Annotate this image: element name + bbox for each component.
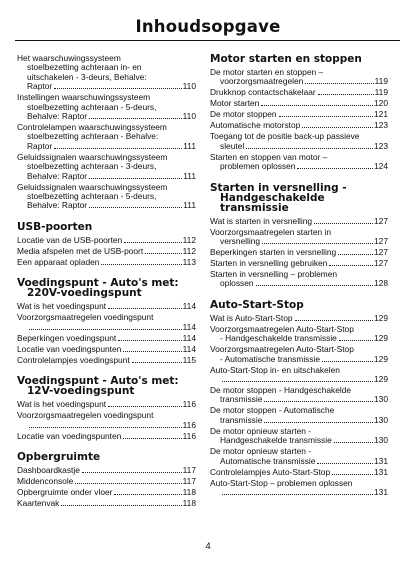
toc-entry[interactable] (17, 183, 196, 211)
toc-entry[interactable] (210, 366, 388, 385)
toc-entry-text: Voorzorgsmaatregelen voedingspunt (17, 411, 154, 421)
dot-leader (89, 207, 182, 208)
dot-leader (145, 253, 181, 254)
toc-page-number: 131 (374, 456, 388, 466)
toc-entry-text: Media afspelen met de USB-poort (17, 245, 144, 256)
toc-entry-text: Dashboardkastje (17, 464, 80, 475)
toc-entry-text: stoelbezetting achteraan - 5-deurs, (27, 192, 157, 202)
dot-leader (279, 116, 373, 117)
toc-entry[interactable] (210, 386, 388, 405)
right-column (210, 54, 388, 499)
toc-page-number: 127 (374, 215, 388, 226)
section-heading-line: 220V-voedingspunt (27, 287, 142, 300)
section-heading-line: Starten in versnelling - (210, 181, 347, 194)
toc-page-number: 129 (374, 334, 388, 344)
toc-entry[interactable] (17, 488, 196, 497)
left-column (17, 54, 196, 510)
toc-entry-text: uitschakelen - 3-deurs, Behalve: (27, 72, 147, 82)
toc-page-number: 113 (182, 256, 196, 267)
dot-leader (89, 178, 182, 179)
toc-entry[interactable] (17, 411, 196, 430)
toc-entry-text: Raptor (27, 141, 53, 151)
dot-leader (108, 308, 182, 309)
toc-entry-text: Behalve: Raptor (27, 112, 88, 122)
toc-entry-text: Controlelampjes Auto-Start-Stop (210, 466, 331, 477)
toc-section (17, 376, 196, 441)
toc-entry-text: De motor stoppen - Handgeschakelde (210, 386, 352, 396)
toc-page-number: 124 (374, 162, 388, 172)
section-heading-line: Auto-Start-Stop (210, 298, 304, 311)
toc-entry-text: De motor starten en stoppen – (210, 68, 324, 77)
dot-leader (329, 265, 373, 266)
toc-entry[interactable] (210, 153, 388, 172)
dot-leader (29, 427, 182, 428)
dot-leader (222, 381, 373, 382)
toc-page-number: 117 (182, 475, 196, 486)
section-heading-line: Motor starten en stoppen (210, 53, 362, 65)
toc-page-number: 119 (374, 77, 388, 87)
section-heading (17, 278, 196, 298)
toc-entry[interactable] (17, 499, 196, 508)
toc-entry-text: Controlelampjes voedingspunt (17, 354, 130, 365)
dot-leader (54, 148, 182, 149)
dot-leader (118, 340, 181, 341)
dot-leader (222, 494, 373, 495)
toc-entry-text: Wat is het voedingspunt (17, 399, 107, 410)
toc-section (17, 222, 196, 267)
toc-entry-text: Auto-Start-Stop – problemen oplossen (210, 478, 353, 488)
toc-entry[interactable] (210, 132, 388, 151)
toc-entry[interactable] (210, 99, 388, 108)
toc-entry-text: Kaartenvak (17, 497, 60, 508)
toc-entry[interactable] (17, 93, 196, 121)
toc-page-number: 110 (182, 82, 196, 92)
toc-entry[interactable] (17, 153, 196, 181)
toc-entry-text: transmissie (220, 395, 263, 405)
section-heading (17, 222, 196, 232)
toc-entry-text: Voorzorgsmaatregelen Auto-Start-Stop (210, 345, 354, 355)
page-title: Inhoudsopgave (135, 17, 281, 36)
toc-entry-text: Motor starten (210, 98, 260, 109)
toc-entry-text: Starten in versnelling gebruiken (210, 258, 328, 269)
toc-entry-text: Starten en stoppen van motor – (210, 152, 328, 162)
section-heading (210, 183, 388, 213)
toc-page-number: 110 (182, 112, 196, 122)
toc-page-number: 120 (374, 98, 388, 109)
dot-leader (338, 254, 373, 255)
toc-page-number: 131 (374, 466, 388, 477)
toc-entry-text: Behalve: Raptor (27, 201, 88, 211)
dot-leader (264, 401, 373, 402)
dot-leader (108, 406, 182, 407)
toc-entry[interactable] (17, 302, 196, 311)
toc-page-number: 117 (182, 464, 196, 475)
toc-page-number: 127 (374, 258, 388, 269)
toc-entry[interactable] (210, 406, 388, 425)
dot-leader (89, 118, 182, 119)
dot-leader (123, 351, 181, 352)
toc-page-number: 116 (182, 420, 196, 430)
toc-entry[interactable] (17, 477, 196, 486)
toc-entry-text: Voorzorgsmaatregelen starten in (210, 227, 332, 237)
toc-page-number: 121 (374, 109, 388, 120)
section-heading (17, 452, 196, 462)
toc-entry[interactable] (17, 313, 196, 332)
toc-page-number: 111 (183, 201, 196, 211)
toc-page-number: 129 (374, 312, 388, 323)
toc-entry-text: De motor stoppen - Automatische (210, 406, 335, 416)
toc-entry[interactable] (17, 236, 196, 245)
toc-entry[interactable] (210, 121, 388, 130)
title-divider (15, 40, 400, 41)
toc-section (210, 54, 388, 172)
toc-page-number: 130 (374, 415, 388, 425)
toc-entry[interactable] (17, 345, 196, 354)
toc-entry[interactable] (210, 110, 388, 119)
toc-entry-text: Auto-Start-Stop in- en uitschakelen (210, 365, 340, 375)
toc-entry[interactable] (17, 258, 196, 267)
toc-entry-text: Wat is het voedingspunt (17, 301, 107, 312)
section-heading (210, 300, 388, 310)
toc-entry[interactable] (17, 356, 196, 365)
toc-entry-text: voorzorgsmaatregelen (220, 77, 304, 87)
toc-entry[interactable] (17, 54, 196, 92)
toc-entry-text: transmissie (220, 415, 263, 425)
dot-leader (295, 320, 373, 321)
toc-entry-text: De motor opnieuw starten - (210, 447, 312, 457)
toc-page-number: 119 (374, 87, 388, 98)
toc-entry-text: Controlelampen waarschuwingssysteem (17, 123, 167, 133)
toc-page-number: 116 (182, 430, 196, 441)
toc-entry[interactable] (17, 466, 196, 475)
section-heading-line: Opbergruimte (17, 450, 101, 463)
toc-page-number: 114 (182, 301, 196, 312)
toc-page-number: 129 (374, 354, 388, 364)
toc-entry[interactable] (210, 259, 388, 268)
toc-entry-text: Beperkingen starten in versnelling (210, 247, 337, 258)
dot-leader (322, 361, 373, 362)
toc-page-number: 116 (182, 399, 196, 410)
section-heading (17, 376, 196, 396)
dot-leader (54, 88, 182, 89)
toc-entry[interactable] (210, 217, 388, 226)
dot-leader (29, 329, 182, 330)
toc-entry[interactable] (210, 68, 388, 87)
toc-entry-text: stoelbezetting achteraan - 5-deurs, (27, 102, 157, 112)
dot-leader (305, 83, 373, 84)
dot-leader (334, 442, 373, 443)
section-heading-line: transmissie (220, 201, 289, 214)
dot-leader (318, 94, 374, 95)
toc-entry-text: Starten in versnelling – problemen (210, 270, 338, 280)
toc-entry[interactable] (210, 228, 388, 247)
toc-section (210, 183, 388, 289)
toc-entry-text: Voorzorgsmaatregelen Auto-Start-Stop (210, 324, 354, 334)
section-heading (210, 54, 388, 64)
toc-page-number: 118 (182, 486, 196, 497)
dot-leader (82, 472, 182, 473)
toc-page-number: 114 (182, 332, 196, 343)
toc-page-number: 118 (182, 497, 196, 508)
toc-page-number: 123 (374, 120, 388, 131)
toc-page-number: 112 (182, 245, 196, 256)
toc-entry-text: Het waarschuwingssysteem (17, 54, 121, 63)
section-heading-line: Voedingspunt - Auto's met: (17, 375, 179, 388)
toc-page-number: 130 (374, 395, 388, 405)
toc-page-number: 129 (374, 375, 388, 385)
toc-page-number: 127 (374, 237, 388, 247)
toc-entry[interactable] (210, 314, 388, 323)
toc-page-number: 114 (182, 343, 196, 354)
section-heading-line: Handgeschakelde (220, 191, 325, 204)
toc-entry[interactable] (210, 427, 388, 446)
toc-entry[interactable] (210, 468, 388, 477)
dot-leader (256, 285, 373, 286)
toc-page-number: 131 (374, 488, 388, 498)
toc-entry-text: De motor opnieuw starten - (210, 426, 312, 436)
dot-leader (132, 362, 182, 363)
toc-entry-text: Locatie van voedingspunten (17, 430, 122, 441)
toc-entry-text: versnelling (220, 237, 261, 247)
toc-entry[interactable] (17, 247, 196, 256)
toc-section (17, 278, 196, 365)
toc-entry-text: sleutel (220, 141, 245, 151)
toc-entry-text: - Handgeschakelde transmissie (220, 334, 337, 344)
toc-page-number: 112 (182, 234, 196, 245)
toc-entry-text: Beperkingen voedingspunt (17, 332, 117, 343)
dot-leader (75, 483, 181, 484)
toc-entry-text: Drukknop contactschakelaar (210, 87, 316, 98)
toc-entry-text: Een apparaat opladen (17, 256, 100, 267)
toc-entry[interactable] (17, 432, 196, 441)
dot-leader (262, 243, 373, 244)
toc-section (210, 300, 388, 498)
toc-entry-text: De motor stoppen (210, 109, 277, 120)
page-number: 4 (205, 541, 211, 552)
toc-entry[interactable] (17, 334, 196, 343)
toc-entry-text: Locatie van de USB-poorten (17, 234, 123, 245)
toc-entry[interactable] (210, 325, 388, 344)
toc-entry-text: Locatie van voedingspunten (17, 343, 122, 354)
dot-leader (261, 105, 373, 106)
toc-entry-text: Middenconsole (17, 475, 74, 486)
toc-page-number: 127 (374, 247, 388, 258)
toc-entry[interactable] (210, 248, 388, 257)
toc-entry-text: Geluidssignalen waarschuwingssysteem (17, 182, 168, 192)
toc-entry-text: Instellingen waarschuwingssysteem (17, 93, 151, 103)
toc-entry[interactable] (210, 270, 388, 289)
toc-entry[interactable] (210, 88, 388, 97)
dot-leader (101, 264, 181, 265)
toc-entry-text: Wat is starten in versnelling (210, 215, 313, 226)
toc-entry[interactable] (17, 400, 196, 409)
toc-entry-text: stoelbezetting achteraan - Behalve: (27, 132, 159, 142)
toc-entry-text: - Automatische transmissie (220, 354, 321, 364)
toc-entry-text: Wat is Auto-Start-Stop (210, 312, 293, 323)
section-heading-line: USB-poorten (17, 220, 93, 233)
toc-entry-text: Handgeschakelde transmissie (220, 436, 332, 446)
dot-leader (332, 474, 373, 475)
dot-leader (114, 494, 181, 495)
toc-page-number: 130 (374, 436, 388, 446)
toc-entry[interactable] (17, 123, 196, 151)
dot-leader (339, 340, 373, 341)
dot-leader (302, 127, 373, 128)
toc-page-number: 114 (182, 322, 196, 332)
toc-entry[interactable] (210, 447, 388, 466)
toc-entry-text: stoelbezetting achteraan - 3-deurs, (27, 162, 157, 172)
toc-entry-text: stoelbezetting achteraan in- en (27, 63, 142, 73)
toc-section-continued (17, 54, 196, 211)
toc-entry[interactable] (210, 345, 388, 364)
toc-entry[interactable] (210, 479, 388, 498)
toc-entry-text: Geluidssignalen waarschuwingssysteem (17, 152, 168, 162)
section-heading-line: Voedingspunt - Auto's met: (17, 277, 179, 290)
toc-entry-text: Raptor (27, 82, 53, 92)
toc-page-number: 111 (183, 171, 196, 181)
toc-page-number: 128 (374, 279, 388, 289)
dot-leader (123, 438, 181, 439)
toc-entry-text: Toegang tot de positie back-up passieve (210, 132, 360, 142)
toc-entry-text: Behalve: Raptor (27, 171, 88, 181)
dot-leader (297, 168, 373, 169)
toc-entry-text: Automatische motorstop (210, 120, 301, 131)
toc-entry-text: Voorzorgsmaatregelen voedingspunt (17, 313, 154, 323)
dot-leader (317, 463, 373, 464)
toc-page-number: 111 (183, 141, 196, 151)
toc-entry-text: oplossen (220, 279, 254, 289)
dot-leader (61, 505, 181, 506)
toc-section (17, 452, 196, 508)
toc-entry-text: Automatische transmissie (220, 456, 316, 466)
toc-entry-text: problemen oplossen (220, 162, 296, 172)
dot-leader (246, 148, 373, 149)
toc-entry-text: Opbergruimte onder vloer (17, 486, 113, 497)
dot-leader (264, 422, 373, 423)
toc-page-number: 123 (374, 141, 388, 151)
dot-leader (314, 223, 373, 224)
dot-leader (124, 242, 181, 243)
toc-page-number: 115 (182, 354, 196, 365)
section-heading-line: 12V-voedingspunt (27, 385, 135, 398)
